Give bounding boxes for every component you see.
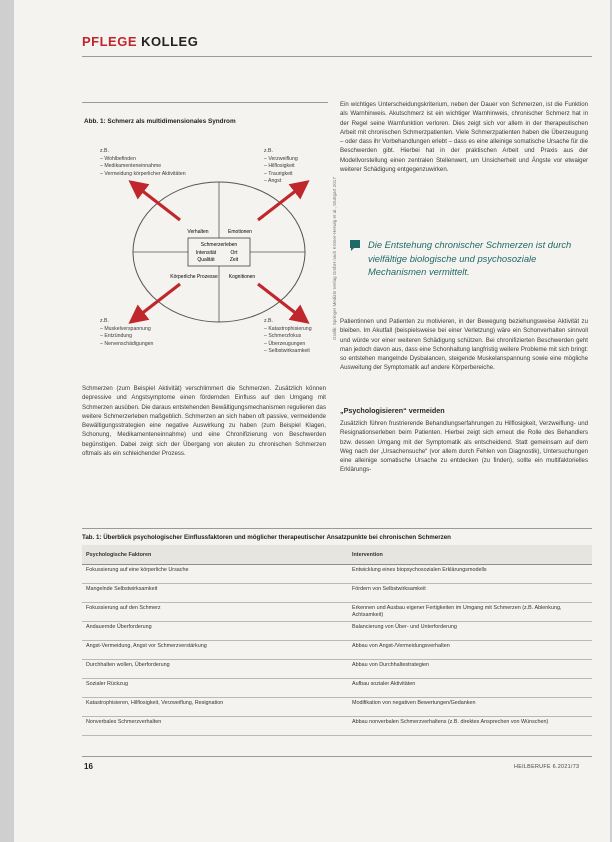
footer-rule: [82, 756, 592, 757]
quadrant-body: Körperliche Prozesse: [170, 274, 218, 280]
box-location: Ort: [230, 250, 238, 256]
list-line: – Vermeidung körperlicher Aktivitäten: [100, 170, 186, 177]
list-line: – Entzündung: [100, 333, 133, 340]
factor-cell: Angst-Vermeidung, Angst vor Schmerzverstärkung: [82, 641, 348, 660]
factor-cell: Katastrophisieren, Hilflosigkeit, Verzweiflung, Resignation: [82, 698, 348, 717]
list-line: – Medikamenteneinnahme: [100, 163, 162, 170]
left-column-text: [82, 384, 326, 458]
magazine-issue: HEILBERUFE 6.2021/73: [514, 764, 580, 770]
box-time: Zeit: [229, 257, 239, 263]
list-line: – Verzweiflung: [264, 155, 298, 162]
list-line: – Muskelverspannung: [100, 325, 151, 332]
paragraph: Schmerzen (zum Beispiel Aktivität) verschlimmert die Schmerzen. Zusätzlich können depressive und Angstsymptome einen fördernden Einfluss auf den Umgang mit Schmerzen ausüben. Die daraus entstehenden Bewältigungsmechanismen regulieren das weitere Schmerzerleben maßgeblich. Schmerzen an sich haben oft passive, vermeidende Bewältigungsstrategien eine negative Auswirkung zu haben (zum Beispiel Klagen, Schonung, Medikamenteneinnahme) und eine Chronifizierung von Beschwerden begünstigen. Dabei zeigt sich der Übergang von akuten zu chronischen Schmerzen oftmals als ein schleichender Prozess.: [82, 385, 326, 458]
list-line: z.B.: [100, 148, 109, 154]
box-quality: Qualität: [197, 257, 215, 263]
list-line: – Schmerzfokus: [264, 333, 302, 340]
factor-cell: Fokussierung auf den Schmerz: [82, 603, 348, 622]
list-line: z.B.: [100, 318, 109, 324]
list-line: – Nervenschädigungen: [100, 340, 154, 347]
section-kicker: [82, 34, 198, 49]
quadrant-behavior: Verhalten: [187, 229, 209, 235]
header-factors: Psychologische Faktoren: [82, 545, 348, 565]
list-line: z.B.: [264, 148, 273, 154]
figure-top-rule: [82, 102, 328, 103]
intervention-cell: Balancierung von Über- und Unterforderung: [348, 622, 592, 641]
right-column-after-subheading: [340, 419, 588, 475]
factor-cell: Durchhalten wollen, Überforderung: [82, 660, 348, 679]
kicker-pflege: PFLEGE: [82, 34, 138, 49]
table-top-rule: [82, 528, 592, 529]
box-intensity: Intensität: [195, 250, 217, 256]
box-title: Schmerzerleben: [200, 242, 238, 248]
list-line: – Überzeugungen: [264, 340, 306, 347]
table-row: [82, 622, 592, 641]
factors-table: [82, 545, 592, 736]
pull-quote: Die Entstehung chronischer Schmerzen ist durch vielfältige biologische und psychosoziale Mechanismen vermittelt.: [368, 239, 572, 278]
factor-cell: Nonverbales Schmerzverhalten: [82, 717, 348, 736]
list-line: – Selbstwirksamkeit: [264, 348, 310, 355]
factor-cell: Andauernde Überforderung: [82, 622, 348, 641]
biopsychosocial-diagram: [114, 170, 324, 330]
right-column-top: [340, 100, 588, 174]
intervention-cell: Abbau von Durchhaltestrategien: [348, 660, 592, 679]
intervention-cell: Abbau nonverbalen Schmerzverhaltens (z.B. direktes Ansprechen von Wünschen): [348, 717, 592, 736]
list-line: – Traurigkeit: [264, 170, 293, 177]
figure-caption: Abb. 1: Schmerz als multidimensionales Syndrom: [84, 118, 236, 125]
right-column-bottom: [340, 317, 588, 373]
list-line: z.B.: [264, 318, 273, 324]
arrow-bottom-left: [136, 284, 180, 318]
factor-cell: Mangelnde Selbstwirksamkeit: [82, 584, 348, 603]
list-line: – Hilflosigkeit: [264, 163, 295, 170]
table-row: [82, 717, 592, 736]
table-row: [82, 679, 592, 698]
header-rule: [82, 56, 592, 57]
quadrant-emotions: Emotionen: [228, 229, 252, 235]
paragraph: Ein wichtiges Unterscheidungskriterium, neben der Dauer von Schmerzen, ist die Funktion als Warnhinweis. Akutschmerz ist ein wichtiger Warnhinweis, chronischer Schmerz hat in der Regel seine Warnfunktion verloren. Dies zeigt sich vor allem in der therapeutischen Arbeit mit chronischen Schmerzpatienten. Viele Schmerzpatienten haben die Überzeugung – oder dass ihr Vorbehandlungen erlebt – dass es eine alleinige somatische Ursache für die Beschwerden gibt. Hierbei hat in der praktischen Arbeit und Praxis aus der Modellvorstellung einen zentralen Stellenwert, um Unsicherheit und Ängste vor etwaiger weiterer Schädigung entgegenzuwirken.: [340, 101, 588, 174]
table-row: [82, 565, 592, 584]
table-row: [82, 698, 592, 717]
section-subheading: „Psychologisieren“ vermeiden: [340, 406, 445, 415]
intervention-cell: Aufbau sozialer Aktivitäten: [348, 679, 592, 698]
kicker-kolleg: KOLLEG: [141, 34, 199, 49]
factor-cell: Sozialer Rückzug: [82, 679, 348, 698]
figure-credit: Grafik: Springer Medizin Verlag GmbH nach Kröner-Herwig et al., Stuttgart 2017: [332, 177, 337, 340]
paragraph: Patientinnen und Patienten zu motivieren, in der Bewegung beziehungsweise Aktivität zu bleiben. Im Akutfall (beispielsweise bei einer Verletzung) wäre ein Schonverhalten sinnvoll und würde vor einer weiteren Schädigung schützen. Bei chronifizierten Beschwerden geht man jedoch davon aus, dass eine Schonhaltung langfristig weitere Probleme mit sich bringt: so entstehen mangelnde Dysbalancen, steigende Muskelanspannung sowie eine mögliche Ausweitung der Symptomatik auf andere Körperbereiche.: [340, 318, 588, 372]
list-line: – Wohlbefinden: [100, 155, 136, 162]
table-row: [82, 660, 592, 679]
list-line: – Angst: [264, 178, 282, 185]
table-caption: Tab. 1: Überblick psychologischer Einflussfaktoren und möglicher therapeutischer Ansatzpunkte bei chronischen Schmerzen: [82, 534, 451, 541]
arrow-bottom-right: [258, 284, 302, 318]
arrow-top-left: [136, 186, 180, 220]
header-intervention: Intervention: [348, 545, 592, 565]
page-number: 16: [84, 762, 93, 771]
intervention-cell: Modifikation von negativen Bewertungen/Gedanken: [348, 698, 592, 717]
arrow-top-right: [258, 186, 302, 220]
quadrant-cognitions: Kognitionen: [228, 274, 256, 280]
speech-bubble-icon: [350, 240, 360, 248]
intervention-cell: Entwicklung eines biopsychosozialen Erklärungsmodells: [348, 565, 592, 584]
table-row: [82, 603, 592, 622]
table-header-row: [82, 545, 592, 565]
factor-cell: Fokussierung auf eine körperliche Ursache: [82, 565, 348, 584]
intervention-cell: Erkennen und Ausbau eigener Fertigkeiten im Umgang mit Schmerzen (z.B. Ablenkung, Achtsamkeit): [348, 603, 592, 622]
magazine-page: [14, 0, 610, 842]
intervention-cell: Abbau von Angst-/Vermeidungsverhalten: [348, 641, 592, 660]
table-row: [82, 641, 592, 660]
intervention-cell: Fördern von Selbstwirksamkeit: [348, 584, 592, 603]
table-row: [82, 584, 592, 603]
list-line: – Katastrophisierung: [264, 325, 312, 332]
paragraph: Zusätzlich führen frustrierende Behandlungserfahrungen zu Hilflosigkeit, Verzweiflung- und Resignationserleben beim Patienten. Hierbei zeigt sich erneut die Rolle des Behandlers bzw. dessen Umgang mit der Symptomatik als entscheidend. Statt gemeinsam auf dem Weg nach der „Ursachensuche“ (vor allem durch Fehlen von Diagnostik), Untersuchungen eine alleinige somatische Ursache zu entdecken (zu finden), sollte ein multifaktorielles Erklärungs-: [340, 420, 588, 474]
